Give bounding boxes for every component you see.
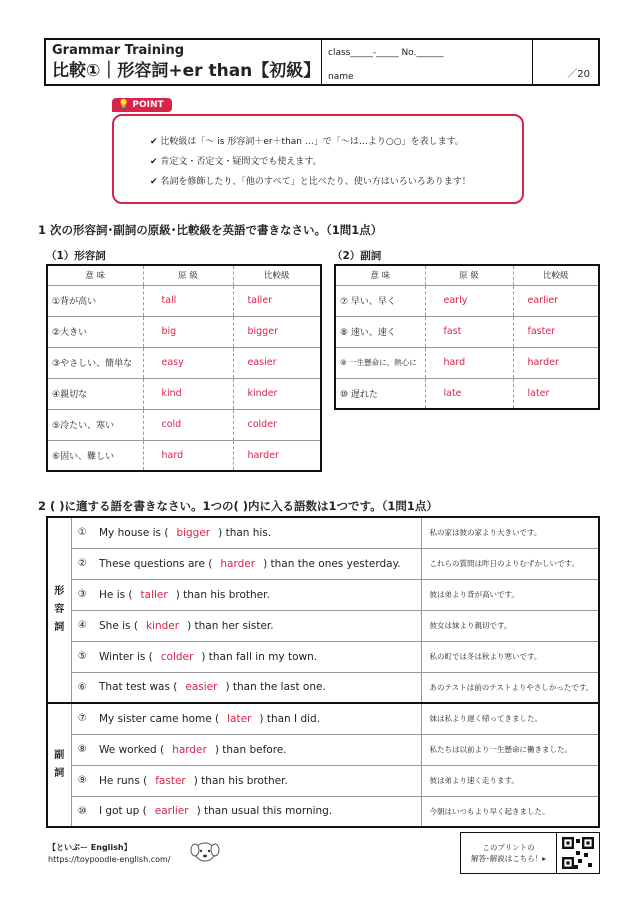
- question-sentence: [93, 703, 421, 734]
- question-number: ④: [71, 610, 93, 641]
- sentence-suffix: ) than her sister.: [187, 619, 274, 632]
- table-row: [47, 703, 599, 734]
- answer-blank[interactable]: faster: [155, 774, 186, 787]
- sentence-suffix: ) than usual this morning.: [196, 805, 333, 818]
- question-number: ③: [71, 579, 93, 610]
- sentence-prefix: He is (: [99, 588, 133, 601]
- col-base: 原 級: [425, 265, 513, 285]
- section-2-title: 2 ( )に適する語を書きなさい。1つの( )内に入る語数は1つです。（1問1点）: [38, 499, 438, 513]
- answer-blank[interactable]: harder: [220, 557, 256, 570]
- col-comparative: 比較級: [233, 265, 321, 285]
- table-row: [335, 347, 599, 378]
- question-sentence: [93, 641, 421, 672]
- worksheet-title: 比較①｜形容詞+er than【初級】: [52, 61, 321, 81]
- japanese-translation: 今朝はいつもより早く起きました。: [421, 796, 599, 827]
- fill-in-table: [46, 516, 600, 828]
- comparative-answer[interactable]: earlier: [513, 285, 599, 316]
- meaning-cell: ⑧ 速い、速く: [335, 316, 425, 347]
- comparative-answer[interactable]: kinder: [233, 378, 321, 409]
- base-answer[interactable]: late: [425, 378, 513, 409]
- point-item: ✔ 比較級は「～ is 形容詞＋er＋than …」で「～は…より○○」を表します。: [150, 132, 471, 152]
- question-sentence: [93, 517, 421, 548]
- point-item: ✔ 名詞を修飾したり、「他のすべて」と比べたり、使い方はいろいろあります！: [150, 172, 471, 192]
- question-sentence: [93, 672, 421, 703]
- col-meaning: 意 味: [47, 265, 143, 285]
- sentence-suffix: ) than his.: [218, 526, 272, 539]
- brand-name: 【といぷー English】: [48, 843, 132, 852]
- sentence-prefix: These questions are (: [99, 557, 213, 570]
- base-answer[interactable]: cold: [143, 409, 233, 440]
- question-sentence: [93, 579, 421, 610]
- meaning-cell: ⑨ 一生懸命に、熱心に: [335, 347, 425, 378]
- table-row: [47, 347, 321, 378]
- answer-blank[interactable]: later: [227, 712, 252, 725]
- table-row: [47, 734, 599, 765]
- class-number-field[interactable]: class_____-_____ No.______: [328, 48, 444, 58]
- col-meaning: 意 味: [335, 265, 425, 285]
- question-sentence: [93, 548, 421, 579]
- sentence-prefix: Winter is (: [99, 650, 153, 663]
- sentence-suffix: ) than the last one.: [225, 681, 326, 694]
- comparative-answer[interactable]: easier: [233, 347, 321, 378]
- sentence-suffix: ) than I did.: [259, 712, 321, 725]
- meaning-cell: ①背が高い: [47, 285, 143, 316]
- question-number: ⑦: [71, 703, 93, 734]
- adverb-table: [334, 264, 600, 410]
- sentence-suffix: ) than fall in my town.: [201, 650, 318, 663]
- japanese-translation: 彼は弟より背が高いです。: [421, 579, 599, 610]
- table-row: [335, 316, 599, 347]
- sentence-suffix: ) than the ones yesterday.: [263, 557, 401, 570]
- base-answer[interactable]: kind: [143, 378, 233, 409]
- adjective-table: [46, 264, 322, 472]
- meaning-cell: ③やさしい、簡単な: [47, 347, 143, 378]
- question-number: ⑤: [71, 641, 93, 672]
- qr-code[interactable]: [557, 833, 599, 873]
- sentence-prefix: She is (: [99, 619, 138, 632]
- base-answer[interactable]: easy: [143, 347, 233, 378]
- table-row: [47, 796, 599, 827]
- meaning-cell: ④親切な: [47, 378, 143, 409]
- qr-text-line: 解答･解説はこちら！▸: [470, 854, 546, 863]
- sentence-prefix: We worked (: [99, 743, 165, 756]
- question-number: ⑧: [71, 734, 93, 765]
- brand-url[interactable]: https://toypoodle-english.com/: [48, 855, 171, 864]
- base-answer[interactable]: early: [425, 285, 513, 316]
- japanese-translation: 私の家は彼の家より大きいです。: [421, 517, 599, 548]
- answer-blank[interactable]: harder: [172, 743, 207, 756]
- point-list: [150, 132, 471, 192]
- worksheet-header: [44, 38, 600, 86]
- table-row: [47, 672, 599, 703]
- japanese-translation: 私たちは以前より一生懸命に働きました。: [421, 734, 599, 765]
- sentence-prefix: My sister came home (: [99, 712, 220, 725]
- category-adjective: 形 容 詞: [47, 517, 71, 703]
- sentence-prefix: He runs (: [99, 774, 148, 787]
- base-answer[interactable]: hard: [425, 347, 513, 378]
- answer-blank[interactable]: taller: [140, 588, 168, 601]
- japanese-translation: これらの質問は昨日のよりむずかしいです。: [421, 548, 599, 579]
- question-number: ⑩: [71, 796, 93, 827]
- japanese-translation: あのテストは前のテストよりやさしかったです。: [421, 672, 599, 703]
- table-row: [47, 409, 321, 440]
- title-block: [46, 40, 322, 84]
- question-number: ⑥: [71, 672, 93, 703]
- base-answer[interactable]: hard: [143, 440, 233, 471]
- point-tag-label: POINT: [132, 100, 164, 110]
- answer-blank[interactable]: bigger: [176, 526, 211, 539]
- point-item: ✔ 肯定文・否定文・疑問文でも使えます。: [150, 152, 471, 172]
- question-sentence: [93, 765, 421, 796]
- worksheet-subtitle: Grammar Training: [52, 43, 185, 58]
- sentence-prefix: That test was (: [99, 681, 178, 694]
- question-number: ⑨: [71, 765, 93, 796]
- sentence-suffix: ) than before.: [214, 743, 287, 756]
- japanese-translation: 私の町では冬は秋より寒いです。: [421, 641, 599, 672]
- table-row: [47, 765, 599, 796]
- comparative-answer[interactable]: later: [513, 378, 599, 409]
- col-comparative: 比較級: [513, 265, 599, 285]
- comparative-answer[interactable]: faster: [513, 316, 599, 347]
- question-sentence: [93, 734, 421, 765]
- base-answer[interactable]: big: [143, 316, 233, 347]
- meaning-cell: ⑥固い、難しい: [47, 440, 143, 471]
- question-sentence: [93, 796, 421, 827]
- point-box: [112, 114, 524, 204]
- name-field[interactable]: name: [328, 72, 354, 82]
- question-sentence: [93, 610, 421, 641]
- meaning-cell: ②大きい: [47, 316, 143, 347]
- comparative-answer[interactable]: colder: [233, 409, 321, 440]
- sentence-suffix: ) than his brother.: [193, 774, 288, 787]
- answer-blank[interactable]: earlier: [154, 805, 189, 818]
- sentence-suffix: ) than his brother.: [175, 588, 270, 601]
- point-tag: 💡 POINT: [112, 98, 172, 112]
- meaning-cell: ⑦ 早い、早く: [335, 285, 425, 316]
- table-row: [47, 378, 321, 409]
- meaning-cell: ⑩ 遅れた: [335, 378, 425, 409]
- meaning-cell: ⑤冷たい、寒い: [47, 409, 143, 440]
- japanese-translation: 妹は私より遅く帰ってきました。: [421, 703, 599, 734]
- comparative-answer[interactable]: harder: [233, 440, 321, 471]
- table-row: [47, 579, 599, 610]
- table-row: [47, 316, 321, 347]
- student-info: [322, 40, 533, 84]
- score-box: [533, 40, 598, 84]
- sentence-prefix: My house is (: [99, 526, 169, 539]
- table-row: [47, 517, 599, 548]
- comparative-answer[interactable]: taller: [233, 285, 321, 316]
- table-row: [47, 440, 321, 471]
- table-row: [47, 610, 599, 641]
- answer-blank[interactable]: colder: [160, 650, 194, 663]
- answer-link-box[interactable]: [460, 832, 600, 874]
- answer-blank[interactable]: kinder: [145, 619, 180, 632]
- footer-brand-block: [48, 842, 171, 864]
- qr-code-icon: [562, 837, 594, 869]
- table-row: [47, 285, 321, 316]
- answer-link-text: [461, 833, 557, 873]
- table-row: [47, 641, 599, 672]
- table-row: [335, 285, 599, 316]
- table-row: [335, 378, 599, 409]
- base-answer[interactable]: fast: [425, 316, 513, 347]
- adjective-subtitle: （1）形容詞: [46, 250, 106, 262]
- sentence-prefix: I got up (: [99, 805, 147, 818]
- adverb-subtitle: （2）副詞: [332, 250, 382, 262]
- japanese-translation: 彼は弟より速く走ります。: [421, 765, 599, 796]
- question-number: ①: [71, 517, 93, 548]
- section-1-title: 1 次の形容詞･副詞の原級･比較級を英語で書きなさい。（1問1点）: [38, 223, 383, 237]
- japanese-translation: 彼女は妹より親切です。: [421, 610, 599, 641]
- comparative-answer[interactable]: bigger: [233, 316, 321, 347]
- poodle-logo-icon: [188, 836, 222, 866]
- score-total: ／20: [567, 69, 590, 80]
- col-base: 原 級: [143, 265, 233, 285]
- comparative-answer[interactable]: harder: [513, 347, 599, 378]
- question-number: ②: [71, 548, 93, 579]
- category-adverb: 副 詞: [47, 703, 71, 827]
- qr-text-line: このプリントの: [482, 843, 535, 852]
- answer-blank[interactable]: easier: [185, 681, 218, 694]
- table-row: [47, 548, 599, 579]
- base-answer[interactable]: tall: [143, 285, 233, 316]
